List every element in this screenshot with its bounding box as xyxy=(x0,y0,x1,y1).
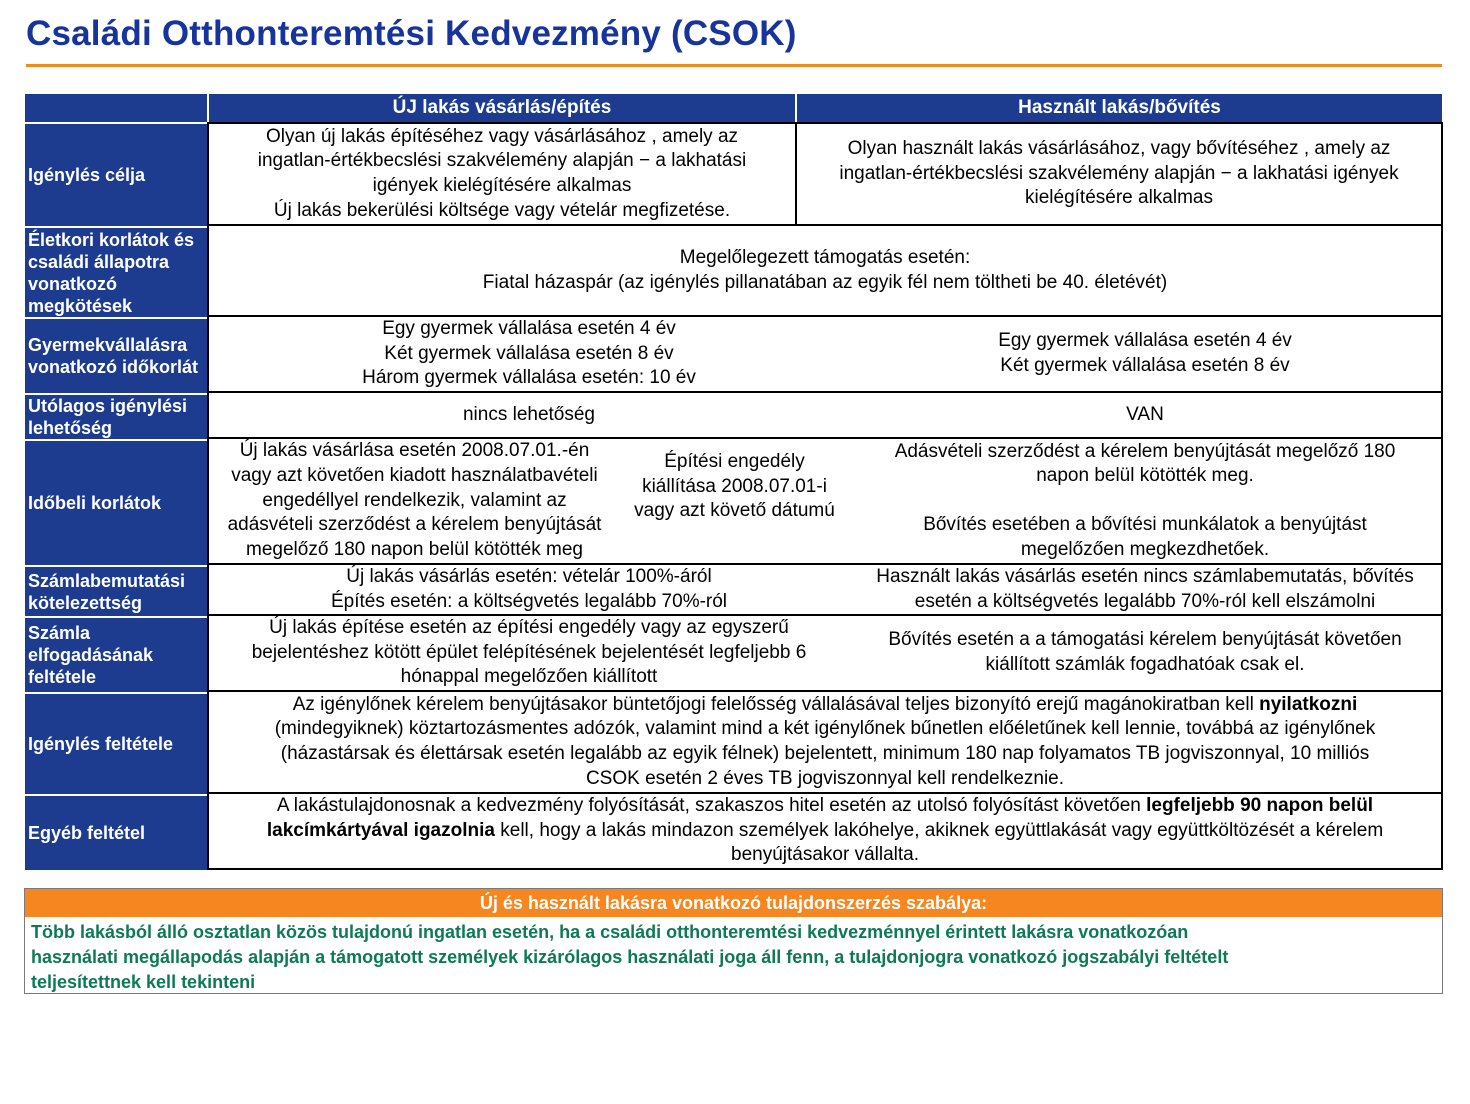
text-line: Bővítés esetén a a támogatási kérelem benyújtását követően xyxy=(888,629,1402,651)
purpose-new-cell xyxy=(207,122,795,226)
invoice-acceptance-used-cell xyxy=(849,614,1443,692)
row-label-invoice-obligation: Számlabemutatási kötelezettség xyxy=(25,565,207,616)
text-line: megelőzően megkezdhetőek. xyxy=(1020,538,1270,560)
text-line: kiállított számlák fogadhatóak csak el. xyxy=(985,654,1305,675)
child-deadline-used-cell xyxy=(849,315,1443,393)
row-label-child-deadline: Gyermekvállalásra vonatkozó időkorlát xyxy=(25,317,207,393)
text-line: vagy azt követő dátumú xyxy=(634,500,835,522)
invoice-obligation-new-cell xyxy=(207,563,851,616)
text-line: teljesítettnek kell tekinteni xyxy=(31,972,256,992)
text-line: vagy azt követően kiadott használatbavételi xyxy=(231,464,598,486)
text-line: benyújtásakor vállalta. xyxy=(731,844,919,866)
time-limits-new-build-cell xyxy=(620,437,851,565)
text-line: Két gyermek vállalása esetén 8 év xyxy=(384,342,674,364)
row-label-age-limits: Életkori korlátok és családi állapotra vonatkozó megkötések xyxy=(25,226,207,317)
invoice-obligation-used-cell xyxy=(849,563,1443,616)
conditions-cell xyxy=(207,690,1443,794)
retroactive-used-cell xyxy=(849,391,1443,439)
text-line: VAN xyxy=(1126,403,1164,425)
text-line: hónappal megelőzően kiállított xyxy=(400,666,658,688)
time-limits-used-cell xyxy=(849,437,1443,565)
text-line: Olyan használt lakás vásárlásához, vagy bővítéséhez , amely az xyxy=(847,137,1391,159)
text-line: Építési engedély xyxy=(664,450,805,472)
text-line: Egy gyermek vállalása esetén 4 év xyxy=(382,317,676,339)
row-label-conditions: Igénylés feltétele xyxy=(25,692,207,794)
text-line: bejelentéshez kötött épület felépítésének bejelentését legfeljebb 6 xyxy=(251,641,807,663)
child-deadline-new-cell xyxy=(207,315,851,393)
text-line: Olyan új lakás építéséhez vagy vásárlásához , amely az xyxy=(265,125,739,147)
text-line: igények kielégítésére alkalmas xyxy=(372,175,632,196)
header-new-housing: ÚJ lakás vásárlás/építés xyxy=(207,94,795,122)
text-line: Fiatal házaspár (az igénylés pillanatában az egyik fél nem töltheti be 40. életévét) xyxy=(482,271,1168,293)
text-line: Több lakásból álló osztatlan közös tulajdonú ingatlan esetén, ha a családi otthonteremtési kedvezménnyel érintett lakásra vonatkozóan xyxy=(31,922,1189,942)
header-used-housing: Használt lakás/bővítés xyxy=(795,94,1442,122)
ownership-rule-header: Új és használt lakásra vonatkozó tulajdonszerzés szabálya: xyxy=(25,889,1442,917)
time-limits-new-purchase-cell xyxy=(207,437,622,565)
text-run-bold: legfeljebb 90 napon belül xyxy=(1146,794,1374,816)
text-line: Egy gyermek vállalása esetén 4 év xyxy=(998,330,1292,352)
text-line: Bővítés esetében a bővítési munkálatok a benyújtást xyxy=(923,514,1367,535)
text-line: kielégítésére alkalmas xyxy=(1025,187,1213,209)
retroactive-new-cell xyxy=(207,391,851,439)
title-underline xyxy=(26,64,1442,67)
text-line: Új lakás vásárlás esetén: vételár 100%-áról xyxy=(346,565,712,587)
row-label-time-limits: Időbeli korlátok xyxy=(25,439,207,565)
text-line: Építés esetén: a költségvetés legalább 70%-ról xyxy=(330,590,728,612)
text-run: kell, hogy a lakás mindazon személyek lakóhelye, akiknek együttlakását vagy együttköltözését a kérelem xyxy=(494,819,1384,841)
row-label-retroactive: Utólagos igénylési lehetőség xyxy=(25,393,207,439)
text-line: használati megállapodás alapján a támogatott személyek kizárólagos használati joga áll fenn, a tulajdonjogra vonatkozó jogszabályi feltételt xyxy=(31,947,1229,967)
text-line: kiállítása 2008.07.01-i xyxy=(642,475,827,497)
text-run-bold: nyilatkozni xyxy=(1259,693,1358,715)
row-label-other: Egyéb feltétel xyxy=(25,794,207,870)
text-line: ingatlan-értékbecslési szakvélemény alapján − a lakhatási xyxy=(257,150,747,172)
text-line xyxy=(293,693,1358,718)
text-run: A lakástulajdonosnak a kedvezmény folyósítását, szakaszos hitel esetén az utolsó folyósítást követően xyxy=(276,794,1147,816)
text-line: Három gyermek vállalása esetén: 10 év xyxy=(362,367,696,389)
text-line: Két gyermek vállalása esetén 8 év xyxy=(1000,355,1290,376)
text-line xyxy=(267,819,1383,844)
text-line: Új lakás építése esetén az építési engedély vagy az egyszerű xyxy=(269,616,789,638)
page-title: Családi Otthonteremtési Kedvezmény (CSOK) xyxy=(26,14,797,53)
text-line: Megelőlegezett támogatás esetén: xyxy=(679,246,971,268)
text-line: napon belül kötötték meg. xyxy=(1036,465,1254,487)
purpose-used-cell xyxy=(795,122,1443,226)
text-line xyxy=(277,794,1373,819)
invoice-acceptance-new-cell xyxy=(207,614,851,692)
text-line: megelőző 180 napon belül kötötték meg xyxy=(246,539,583,561)
text-line: ingatlan-értékbecslési szakvélemény alapján − a lakhatási igények xyxy=(839,162,1399,184)
header-corner xyxy=(25,94,207,122)
text-line: (mindegyiknek) köztartozásmentes adózók, valamint mind a két igénylőnek bűnetlen előéletűnek kell lennie, továbbá az igénylőnek xyxy=(274,718,1376,740)
text-line: (házastársak és élettársak esetén legalább az egyik félnek) bejelentett, minimum 180 nap folyamatos TB jogviszonnyal, 10 milliós xyxy=(280,743,1370,764)
ownership-rule-body xyxy=(25,917,1442,995)
text-line: Új lakás vásárlása esetén 2008.07.01.-én xyxy=(239,440,590,462)
row-label-invoice-acceptance: Számla elfogadásának feltétele xyxy=(25,616,207,692)
row-label-purpose: Igénylés célja xyxy=(25,122,207,226)
age-limits-cell xyxy=(207,224,1443,317)
text-line: nincs lehetőség xyxy=(462,403,596,425)
other-condition-cell xyxy=(207,792,1443,870)
text-run: Az igénylőnek kérelem benyújtásakor büntetőjogi felelősség vállalásával teljes bizonyító erejű magánokiratban kell xyxy=(292,693,1260,715)
ownership-rule-box xyxy=(24,888,1443,994)
text-line: esetén a költségvetés legalább 70%-ról kell elszámolni xyxy=(914,590,1376,612)
text-line: adásvételi szerződést a kérelem benyújtását xyxy=(227,514,602,536)
text-line: Adásvételi szerződést a kérelem benyújtását megelőző 180 xyxy=(894,440,1396,462)
text-line: CSOK esetén 2 éves TB jogviszonnyal kell rendelkeznie. xyxy=(585,767,1065,789)
text-run-bold: lakcímkártyával igazolnia xyxy=(266,819,495,841)
text-line: Használt lakás vásárlás esetén nincs számlabemutatás, bővítés xyxy=(876,565,1414,587)
text-line: Új lakás bekerülési költsége vagy vételár megfizetése. xyxy=(273,199,731,221)
text-line: engedéllyel rendelkezik, valamint az xyxy=(262,489,567,511)
